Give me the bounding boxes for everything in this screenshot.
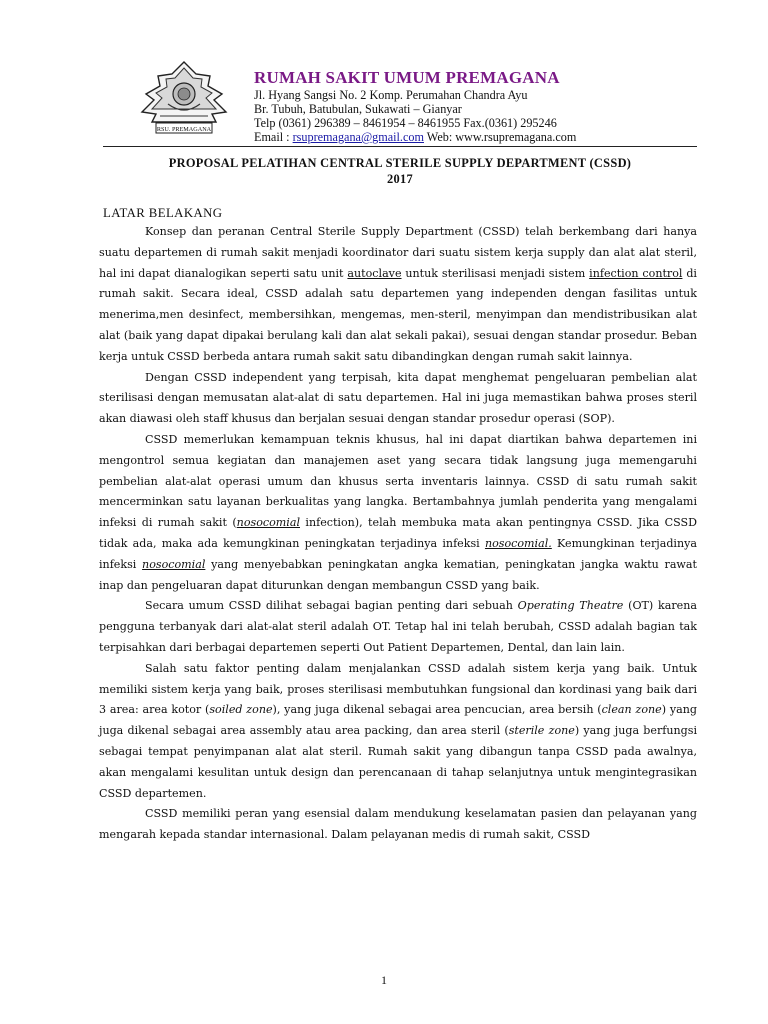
paragraph-6: CSSD memiliki peran yang esensial dalam mendukung keselamatan pasien dan pelayanan yang mengarah kepada standar internasional. Dalam pelayanan medis di rumah sakit, CSSD — [99, 807, 697, 842]
term-soiled-zone: soiled zone — [209, 703, 273, 717]
website-text: Web: www.rsupremagana.com — [423, 130, 577, 144]
p5-text-a: Salah satu faktor penting dalam menjalankan CSSD adalah sistem kerja yang baik. Untuk memiliki sistem kerja yang baik, proses sterilisasi membutuhkan fungsional dan kordinasi yang baik dari 3 area: area kotor ( — [99, 661, 697, 717]
term-nosocomial-2: nosocomial. — [484, 536, 552, 550]
email-label: Email : — [254, 130, 293, 144]
page-number: 1 — [381, 973, 387, 987]
paragraph-4 — [99, 596, 697, 658]
p1-text-a: Konsep dan peranan Central Sterile Supply Department (CSSD) telah berkembang dari hanya suatu departemen di rumah sakit menjadi koordinator dari suatu sistem kerja supply dan alat alat steril, hal ini dapat dianalogikan seperti satu unit — [99, 225, 697, 280]
title-line-1: PROPOSAL PELATIHAN CENTRAL STERILE SUPPLY DEPARTMENT (CSSD) — [168, 156, 632, 170]
logo-caption: RSU. PREMAGANA — [156, 126, 212, 133]
letterhead — [130, 58, 670, 144]
term-infection-control: infection control — [589, 266, 683, 280]
p5-text-e: ) yang juga dikenal sebagai area assembly atau area packing, dan area steril ( — [99, 703, 697, 738]
title-year: 2017 — [387, 172, 413, 186]
term-autoclave: autoclave — [347, 266, 402, 280]
p1-text-c: untuk sterilisasi menjadi sistem — [401, 266, 590, 280]
p3-text-e: Kemungkinan terjadinya infeksi — [99, 536, 697, 571]
p5-text-c: ), yang juga dikenal sebagai area pencucian, area bersih ( — [272, 703, 602, 717]
p4-text-c: (OT) karena pengguna terbanyak dari alat-alat steril adalah OT. Tetap hal ini telah berubah, CSSD adalah bagian tak terpisahkan dari berbagai departemen seperti Out Patient Departemen, Dental, dan lain lain. — [99, 599, 697, 654]
address-line-1: Jl. Hyang Sangsi No. 2 Komp. Perumahan Chandra Ayu — [254, 88, 528, 102]
term-nosocomial-1: nosocomial — [236, 516, 300, 530]
phone-fax-line: Telp (0361) 296389 – 8461954 – 8461955 Fax.(0361) 295246 — [254, 116, 557, 130]
p3-text-c: infection), telah membuka mata akan pentingnya CSSD. Jika CSSD tidak ada, maka ada kemungkinan peningkatan terjadinya infeksi — [99, 516, 697, 550]
p1-text-e: di rumah sakit. Secara ideal, CSSD adalah satu departemen yang independen dengan fasilitas untuk menerima,men desinfect, membersihkan, mengemas, men-steril, menyimpan dan mendistribusikan alat alat (baik yang dapat dipakai berulang kali dan alat sekali pakai), sesuai dengan standar prosedur. Beban kerja untuk CSSD berbeda antara rumah sakit satu dibandingkan dengan rumah sakit lainnya. — [99, 266, 697, 363]
term-clean-zone: clean zone — [601, 703, 662, 717]
p4-text-a: Secara umum CSSD dilihat sebagai bagian penting dari sebuah — [145, 599, 518, 613]
email-link[interactable]: rsupremagana@gmail.com — [292, 130, 424, 144]
p3-text-a: CSSD memerlukan kemampuan teknis khusus, hal ini dapat diartikan bahwa departemen ini mengontrol semua kegiatan dan manajemen aset yang secara tidak langsung juga memengaruhi pembelian alat-alat operasi umum dan khusus serta inventaris lainnya. CSSD di satu rumah sakit mencerminkan satu layanan berkualitas yang langka. Bertambahnya jumlah penderita yang mengalami infeksi di rumah sakit ( — [99, 432, 697, 530]
paragraph-3 — [99, 430, 697, 596]
document-title — [90, 155, 710, 187]
paragraph-1 — [99, 222, 697, 368]
term-nosocomial-3: nosocomial — [142, 557, 206, 571]
contact-line — [254, 130, 576, 145]
hospital-name: RUMAH SAKIT UMUM PREMAGANA — [254, 68, 560, 87]
hospital-logo-icon — [138, 60, 230, 138]
p5-text-g: ) yang juga berfungsi sebagai tempat penyimpanan alat alat steril. Rumah sakit yang dibangun tanpa CSSD pada awalnya, akan mengalami kesulitan untuk design dan perencanaan di tahap selanjutnya untuk mengintegrasikan CSSD departemen. — [99, 724, 697, 800]
address-line-2: Br. Tubuh, Batubulan, Sukawati – Gianyar — [254, 102, 462, 116]
term-sterile-zone: sterile zone — [508, 724, 575, 738]
paragraph-2: Dengan CSSD independent yang terpisah, kita dapat menghemat pengeluaran pembelian alat sterilisasi dengan memusatan alat-alat di satu departemen. Hal ini juga memastikan bahwa proses steril akan diawasi oleh staff khusus dan berjalan sesuai dengan standar prosedur operasi (SOP). — [99, 370, 697, 426]
term-operating-theatre: Operating Theatre — [517, 599, 624, 613]
section-heading: LATAR BELAKANG — [103, 206, 223, 220]
letterhead-divider — [103, 146, 697, 147]
p3-text-g: yang menyebabkan peningkatan angka kematian, peningkatan jangka waktu rawat inap dan pengeluaran dapat diturunkan dengan membangun CSSD yang baik. — [99, 557, 698, 592]
document-body — [99, 222, 697, 846]
paragraph-5 — [99, 659, 697, 805]
